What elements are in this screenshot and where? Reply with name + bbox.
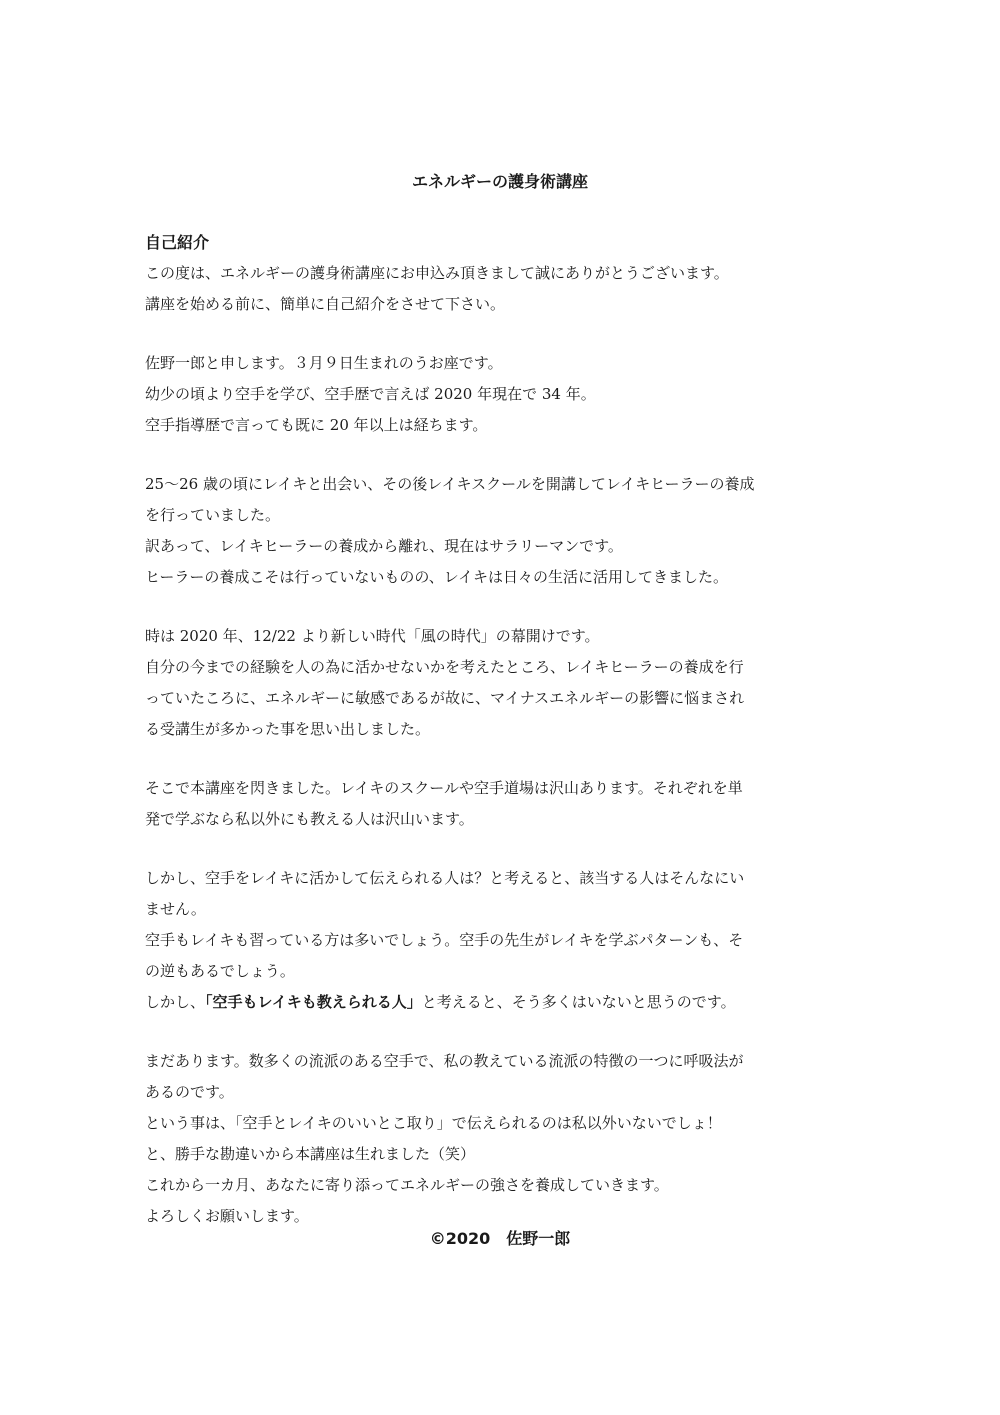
text-line: しかし、空手をレイキに活かして伝えられる人は？と考えると、該当する人はそんなにい	[145, 869, 745, 887]
paragraph-idea	[145, 773, 865, 835]
text-line: 25〜26 歳の頃にレイキと出会い、その後レイキスクールを開講してレイキヒーラーの養成	[145, 475, 755, 493]
text-line: この度は、エネルギーの護身術講座にお申込み頂きまして誠にありがとうございます。	[145, 264, 729, 282]
text-line: 空手指導歴で言っても既に 20 年以上は経ちます。	[145, 416, 488, 434]
text-line: を行っていました。	[145, 506, 281, 524]
document-body	[145, 230, 865, 1232]
text-line: 自分の今までの経験を人の為に活かせないかを考えたところ、レイキヒーラーの養成を行	[145, 658, 744, 676]
text-line: という事は、「空手とレイキのいいとこ取り」で伝えられるのは私以外いないでしょ！	[145, 1114, 722, 1132]
text-line: 講座を始める前に、簡単に自己紹介をさせて下さい。	[145, 295, 506, 313]
text-line: ヒーラーの養成こそは行っていないものの、レイキは日々の生活に活用してきました。	[145, 568, 729, 586]
text-line: 発で学ぶなら私以外にも教える人は沢山います。	[145, 810, 474, 828]
text-line: これから一カ月、あなたに寄り添ってエネルギーの強さを養成していきます。	[145, 1176, 669, 1194]
text-segment: しかし、	[145, 993, 206, 1011]
copyright-notice: ©2020 佐野一郎	[429, 1229, 571, 1248]
text-segment: と考えると、そう多くはいないと思うのです。	[421, 993, 736, 1011]
text-line: 訳あって、レイキヒーラーの養成から離れ、現在はサラリーマンです。	[145, 537, 623, 555]
text-line: まだあります。数多くの流派のある空手で、私の教えている流派の特徴の一つに呼吸法が	[145, 1052, 744, 1070]
text-line: ません。	[145, 900, 206, 918]
text-line: 幼少の頃より空手を学び、空手歴で言えば 2020 年現在で 34 年。	[145, 385, 596, 403]
paragraph-profile	[145, 348, 865, 441]
paragraph-uniqueness	[145, 863, 865, 1018]
paragraph-greeting	[145, 258, 865, 320]
text-line: 空手もレイキも習っている方は多いでしょう。空手の先生がレイキを学ぶパターンも、そ	[145, 931, 744, 949]
text-line: 時は 2020 年、12/22 より新しい時代「風の時代」の幕開けです。	[145, 627, 600, 645]
paragraph-closing	[145, 1046, 865, 1232]
paragraph-reiki-history	[145, 469, 865, 593]
emphasis-text: 「空手もレイキも教えられる人」	[205, 993, 422, 1011]
text-line-emphasis	[145, 987, 865, 1018]
text-line: あるのです。	[145, 1083, 234, 1101]
text-line: っていたころに、エネルギーに敏感であるが故に、マイナスエネルギーの影響に悩まされ	[145, 689, 745, 707]
text-line: の逆もあるでしょう。	[145, 962, 295, 980]
text-line: る受講生が多かった事を思い出しました。	[145, 720, 431, 738]
section-heading: 自己紹介	[145, 233, 210, 252]
paragraph-new-era	[145, 621, 865, 745]
text-line: 佐野一郎と申します。３月９日生まれのうお座です。	[145, 354, 503, 372]
text-line: そこで本講座を閃きました。レイキのスクールや空手道場は沢山あります。それぞれを単	[145, 779, 743, 797]
text-line: と、勝手な勘違いから本講座は生れました（笑）	[145, 1145, 476, 1163]
document-title: エネルギーの護身術講座	[411, 172, 588, 191]
text-line: よろしくお願いします。	[145, 1207, 309, 1225]
